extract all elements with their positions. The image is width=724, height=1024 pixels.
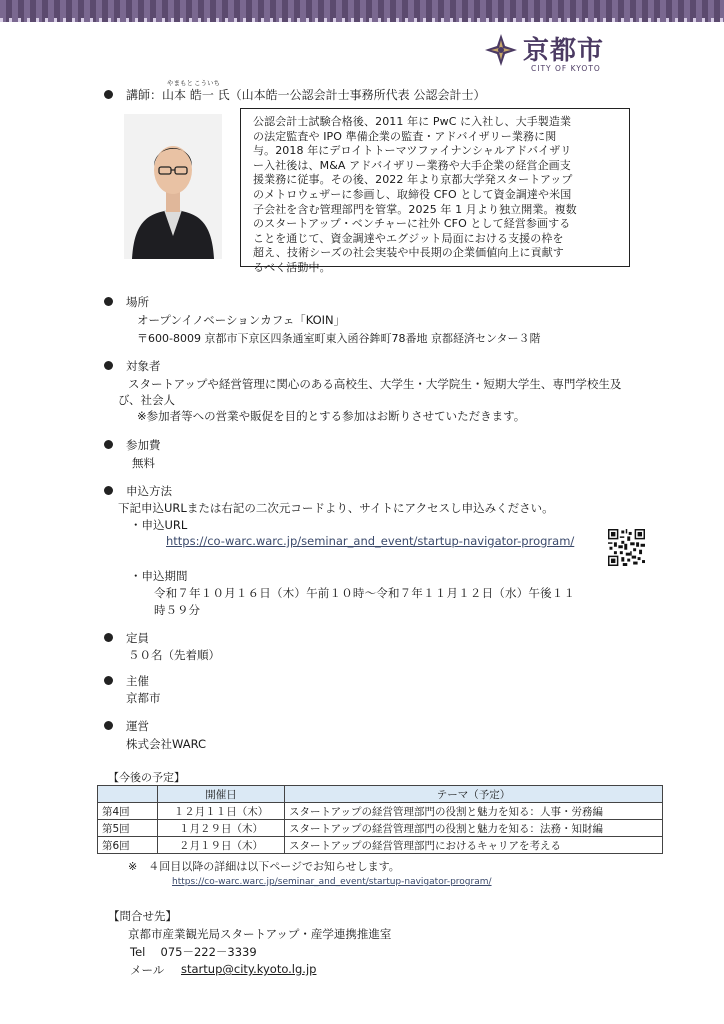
bio-line: のスタートアップ・ベンチャーに社外 CFO として経営参画する [253, 217, 571, 231]
bio-line: 与。2018 年にデロイトトーマツファイナンシャルアドバイザリ [253, 144, 572, 158]
operator-value: 株式会社WARC [126, 737, 207, 751]
bio-line: ことを通じて、資金調達やエグジット局面における支援の枠を [253, 231, 564, 245]
audience-note: ※参加者等への営業や販促を目的とする参加はお断りさせていただきます。 [137, 409, 526, 423]
session-theme: スタートアップの経営管理部門の役割と魅力を知る：法務・知財編 [285, 820, 663, 837]
schedule-header-cell: テーマ（予定） [285, 786, 663, 803]
application-description: 下記申込URLまたは右記の二次元コードより、サイトにアクセスし申込みください。 [118, 501, 554, 515]
schedule-header-row [98, 786, 663, 803]
organizer-heading: 主催 [126, 674, 149, 688]
application-period-line-1: 令和７年１０月１６日（木）午前１０時～令和７年１１月１２日（水）午後１１ [154, 586, 576, 600]
city-emblem-icon [483, 32, 519, 68]
schedule-header-cell [98, 786, 158, 803]
bullet-icon [104, 90, 113, 99]
fee-heading: 参加費 [126, 438, 161, 452]
bullet-icon [104, 297, 113, 306]
bio-line: 子会社を含む管理部門を管掌。2025 年 1 月より独立開業。複数 [253, 202, 577, 216]
ruby-given-name: こういち [194, 79, 220, 87]
application-url-label: ・申込URL [130, 518, 188, 532]
audience-line-1: スタートアップや経営管理に関心のある高校生、大学生・大学院生・短期大学生、専門学校生及 [128, 377, 622, 391]
organizer-value: 京都市 [126, 691, 161, 705]
application-heading: 申込方法 [126, 484, 172, 498]
session-number: 第5回 [98, 820, 158, 837]
contact-email-link[interactable]: startup@city.kyoto.lg.jp [181, 962, 317, 976]
contact-tel: Tel 075－222－3339 [130, 945, 257, 959]
bio-line: るべく活動中。 [253, 260, 331, 274]
lecturer-photo [124, 114, 222, 259]
audience-line-2: び、社会人 [118, 393, 176, 407]
bullet-icon [104, 633, 113, 642]
bio-line: の法定監査や IPO 準備企業の監査・アドバイザリー業務に関 [253, 129, 557, 143]
bullet-icon [104, 721, 113, 730]
lecturer-bio-box [240, 108, 630, 274]
bio-line: 公認会計士試験合格後、2011 年に PwC に入社し、大手製造業 [253, 115, 572, 128]
contact-mail-label: メール [130, 963, 165, 977]
venue-address: 〒600-8009 京都市下京区四条通室町東入函谷鉾町78番地 京都経済センター３階 [137, 332, 541, 345]
capacity-value: ５０名（先着順） [128, 648, 220, 662]
bullet-icon [104, 676, 113, 685]
bio-line: ー入社後は、M&A アドバイザリー業務や大手企業の経営企画支 [253, 158, 571, 172]
qr-code-icon[interactable] [608, 529, 645, 566]
decorative-top-band [0, 0, 724, 22]
logo-name-en: CITY OF KYOTO [531, 64, 601, 73]
schedule-title: 【今後の予定】 [108, 771, 185, 784]
venue-name: オープンイノベーションカフェ「KOIN」 [137, 313, 346, 327]
bio-line: 援業務に従事。その後、2022 年より京都大学発スタートアップ [253, 173, 573, 187]
schedule-header-cell: 開催日 [158, 786, 285, 803]
capacity-heading: 定員 [126, 631, 149, 645]
session-number: 第6回 [98, 837, 158, 854]
ruby-family-name: やまもと [167, 79, 193, 87]
session-number: 第4回 [98, 803, 158, 820]
table-row [98, 837, 663, 854]
bullet-icon [104, 486, 113, 495]
bio-line: 超え、技術シーズの社会実装や中長期の企業価値向上に貢献す [253, 246, 564, 260]
contact-title: 【問合せ先】 [108, 909, 177, 923]
audience-heading: 対象者 [126, 359, 161, 373]
bio-line: のメトロウェザーに参画し、取締役 CFO として資金調達や米国 [253, 187, 572, 201]
session-theme: スタートアップの経営管理部門におけるキャリアを考える [285, 837, 663, 854]
fee-value: 無料 [132, 456, 155, 470]
schedule-table [97, 785, 663, 854]
contact-department: 京都市産業観光局スタートアップ・産学連携推進室 [128, 927, 392, 941]
application-url-link[interactable]: https://co-warc.warc.jp/seminar_and_event/startup-navigator-program/ [166, 534, 575, 548]
bullet-icon [104, 361, 113, 370]
application-period-line-2: 時５９分 [154, 603, 200, 617]
session-date: １２月１１日（木） [158, 803, 285, 820]
session-date: １月２９日（木） [158, 820, 285, 837]
schedule-url-link[interactable]: https://co-warc.warc.jp/seminar_and_event/startup-navigator-program/ [172, 877, 492, 887]
operator-heading: 運営 [126, 719, 149, 733]
schedule-note: ※ ４回目以降の詳細は以下ページでお知らせします。 [128, 860, 400, 873]
lecturer-label: 講師：山本 皓一 氏（山本皓一公認会計士事務所代表 公認会計士） [126, 88, 486, 102]
application-period-label: ・申込期間 [130, 569, 188, 583]
session-theme: スタートアップの経営管理部門の役割と魅力を知る：人事・労務編 [285, 803, 663, 820]
table-row [98, 820, 663, 837]
session-date: ２月１９日（木） [158, 837, 285, 854]
venue-heading: 場所 [126, 295, 149, 309]
logo-name-ja: 京都市 [523, 36, 605, 66]
kyoto-city-logo [483, 30, 623, 80]
bullet-icon [104, 440, 113, 449]
table-row [98, 803, 663, 820]
